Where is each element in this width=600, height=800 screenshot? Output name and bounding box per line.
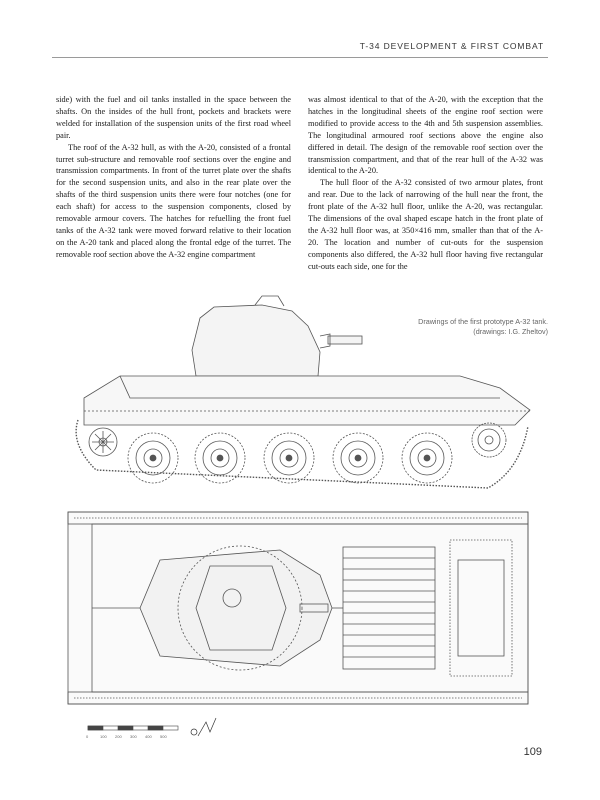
road-wheel <box>128 433 178 483</box>
scale-tick-label: 0 <box>86 734 89 739</box>
artist-signature <box>191 718 216 736</box>
figure-caption: Drawings of the first prototype A-32 tank. (drawings: I.G. Zheltov) <box>418 317 548 336</box>
paragraph: The roof of the A-32 hull, as with the A-20, consisted of a frontal turret sub-structure and removable roof sections over the engine and transmission compartments. In front of the turret plate over the shafts for the second suspension units, and also in the rear plate over the shafts of the third suspension units there were four notches (one for each shaft) for access to the suspension components, closed by removable armour covers. The hatches for refuelling the front fuel tanks of the A-32 tank were moved forward relative to their location on the A-20 tank and placed along the frontal edge of the turret. The removable roof section above the A-32 engine compartment <box>56 142 291 259</box>
road-wheel <box>264 433 314 483</box>
road-wheel <box>333 433 383 483</box>
side-view-drawing <box>76 296 530 488</box>
idler-wheel <box>89 428 117 456</box>
paragraph: side) with the fuel and oil tanks installed in the space between the shafts. On the insides of the hull front, pockets and brackets were welded for installation of the suspension units of the first road wheel pair. <box>56 95 291 140</box>
scale-tick-label: 300 <box>130 734 137 739</box>
scale-tick-label: 400 <box>145 734 152 739</box>
paragraph: The hull floor of the A-32 consisted of two armour plates, front and rear. Due to the lack of narrowing of the hull near the front, the front plate of the A-32 hull floor, unlike the A-20, was rectangular. The dimensions of the oval shaped escape hatch in the front plate of the A-32 hull floor was, at 350×416 mm, smaller than that of the A-20. The location and number of cut-outs for the suspension components also differed, the A-32 hull floor having five rectangular cut-outs each side, one for the <box>308 178 543 271</box>
paragraph: was almost identical to that of the A-20, with the exception that the hatches in the longitudinal sheets of the engine roof section were modified to provide access to the 4th and 5th suspension assemblies. The longitudinal armoured roof sections above the engine also differed in detail. The design of the removable roof section over the transmission compartment, and that of the rear hull of the A-32 was identical to the A-20. <box>308 95 543 176</box>
running-head: T-34 DEVELOPMENT & FIRST COMBAT <box>359 41 544 51</box>
drive-sprocket <box>472 423 506 457</box>
scale-bar <box>88 726 178 730</box>
top-view-drawing <box>68 512 528 704</box>
road-wheel <box>402 433 452 483</box>
page-number: 109 <box>523 746 542 758</box>
scale-tick-label: 100 <box>100 734 107 739</box>
scale-tick-label: 200 <box>115 734 122 739</box>
scale-tick-label: 500 <box>160 734 167 739</box>
